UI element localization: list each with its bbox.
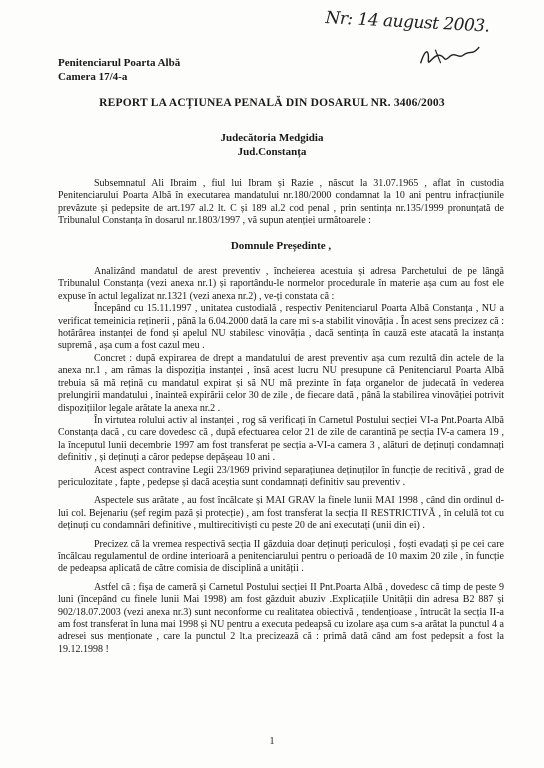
body-paragraph: Începând cu 15.11.1997 , unitatea custodială , respectiv Penitenciarul Poarta Albă Constanța , NU a verificat temeinicia reținerii , până la 6.04.2000 dată la care mi s-a stabilit vinovăția . În acest sens precizez că : hotărârea instanței de fond și apelul NU stabilesc vinovăția , dacă sentința în cauză este atacată la instanța supremă , așa cum a fost cazul meu .: [58, 303, 504, 352]
handwritten-annotation: [326, 8, 526, 78]
document-body: [58, 178, 504, 656]
court-block: [0, 131, 544, 159]
body-paragraph: Astfel că : fișa de cameră și Carnetul Postului secției II Pnt.Poarta Albă , dovedesc că timp de peste 9 luni (începând cu finele lunii Mai 1998) am fost găzduit abuziv .Explicațiile Unității din adresa B2 887 și 902/18.07.2003 (vezi anexa nr.3) sunt neconforme cu realitatea obiectivă , tendențioase , întrucât la secția II-a am fost transferat în luna mai 1998 și NU pentru a executa pedeapsă cu izolare așa cum s-a arătat la punctul 4 a adresei sus menționate , care la punctul 2 lt.a precizează că : primă dată când am fost pedepsit a fost la 19.12.1998 !: [58, 581, 504, 655]
intro-paragraph: Subsemnatul Ali Ibraim , fiul lui Ibram și Razie , născut la 31.07.1965 , aflat în custodia Penitenciarului Poarta Albă în executarea mandatului nr.180/2000 condamnat la 10 ani pentru infracțiunile prevăzute și pedepsite de art.197 al.2 lt. C și 189 al.2 cod penal , prin sentința nr.135/1999 pronunțată de Tribunalul Constanța în dosarul nr.1803/1997 , vă supun atenției următoarele :: [58, 178, 504, 227]
body-paragraph: Aspectele sus arătate , au fost încălcate și MAI GRAV la finele lunii MAI 1998 , când din ordinul d-lui col. Bejenariu (șef regim pază și protecție) , am fost transferat la secția II RESTRICTIVĂ , în celulă tot cu deținuți cu condamnări definitive , multirecitiviști cu peste 20 de ani executați (unii din ei) .: [58, 495, 504, 532]
body-paragraph: Acest aspect contravine Legii 23/1969 privind separațiunea deținuților în funcție de recitivă , grad de periculozitate , fapte , pedepse și dacă aceștia sunt condamnați definitiv sau preventiv .: [58, 464, 504, 488]
sender-header: [58, 56, 180, 84]
page-number: 1: [269, 736, 275, 747]
document-title: REPORT LA ACȚIUNEA PENALĂ DIN DOSARUL NR. 3406/2003: [99, 97, 445, 109]
body-paragraph: Analizând mandatul de arest preventiv , încheierea acestuia și adresa Parchetului de pe lângă Tribunalul Constanța (vezi anexa nr.1) și raportându-le normelor procedurale în materie așa cum au fost ele expuse în actul legalizat nr.1321 (vezi anexa nr.2) , ve-ți constata că :: [58, 266, 504, 302]
room-number: Camera 17/4-a: [58, 71, 128, 83]
court-county: Jud.Constanța: [237, 146, 307, 158]
handwritten-registration-number: Nr: 14 august 2003.: [324, 8, 490, 37]
body-paragraph: Concret : după expirarea de drept a mandatului de arest preventiv așa cum rezultă din actele de la anexa nr.1 , am rămas la dispoziția instanței , însă acest lucru NU presupune că Penitenciarul Poarta Albă trebuia să mă rețină cu mandatul expirat și să NU mă prezinte în fața organelor de judecată în vederea prelungirii mandatului , înainteă expirării celor 30 de zile , de fiecare dată , până la stabilirea vinovăției potrivit dispozițiilor legale arătate la anexa nr.2 .: [58, 352, 504, 414]
signature-scribble-icon: [415, 41, 487, 70]
court-name: Judecătoria Medgidia: [220, 132, 324, 144]
body-paragraph: În virtutea rolului activ al instanței , rog să verificați în Carnetul Postului secției VI-a Pnt.Poarta Albă Constanța dacă , cu care dovedesc că , după efectuarea celor 21 de zile de carantină pe secția IV-a camera 19 , la începutul lunii decembrie 1997 am fost transferat pe secția a-VI-a camera 3 , alături de deținuți condamnați definitiv , și deținuți a căror pedepse depășeau 10 ani .: [58, 414, 504, 464]
institution-name: Penitenciarul Poarta Albă: [58, 57, 181, 69]
body-paragraph: Precizez că la vremea respectivă secția II găzduia doar deținuți periculoși , foști evadați și pe cei care încălcau regulamentul de ordine interioară a penitenciarului pentru o perioadă de 10 maxim 20 zile , în funcție de pedeapsa aplicată de către comisia de disciplină a unității .: [58, 538, 504, 575]
salutation: Domnule Președinte ,: [230, 239, 332, 252]
handwritten-signature: [415, 36, 527, 73]
